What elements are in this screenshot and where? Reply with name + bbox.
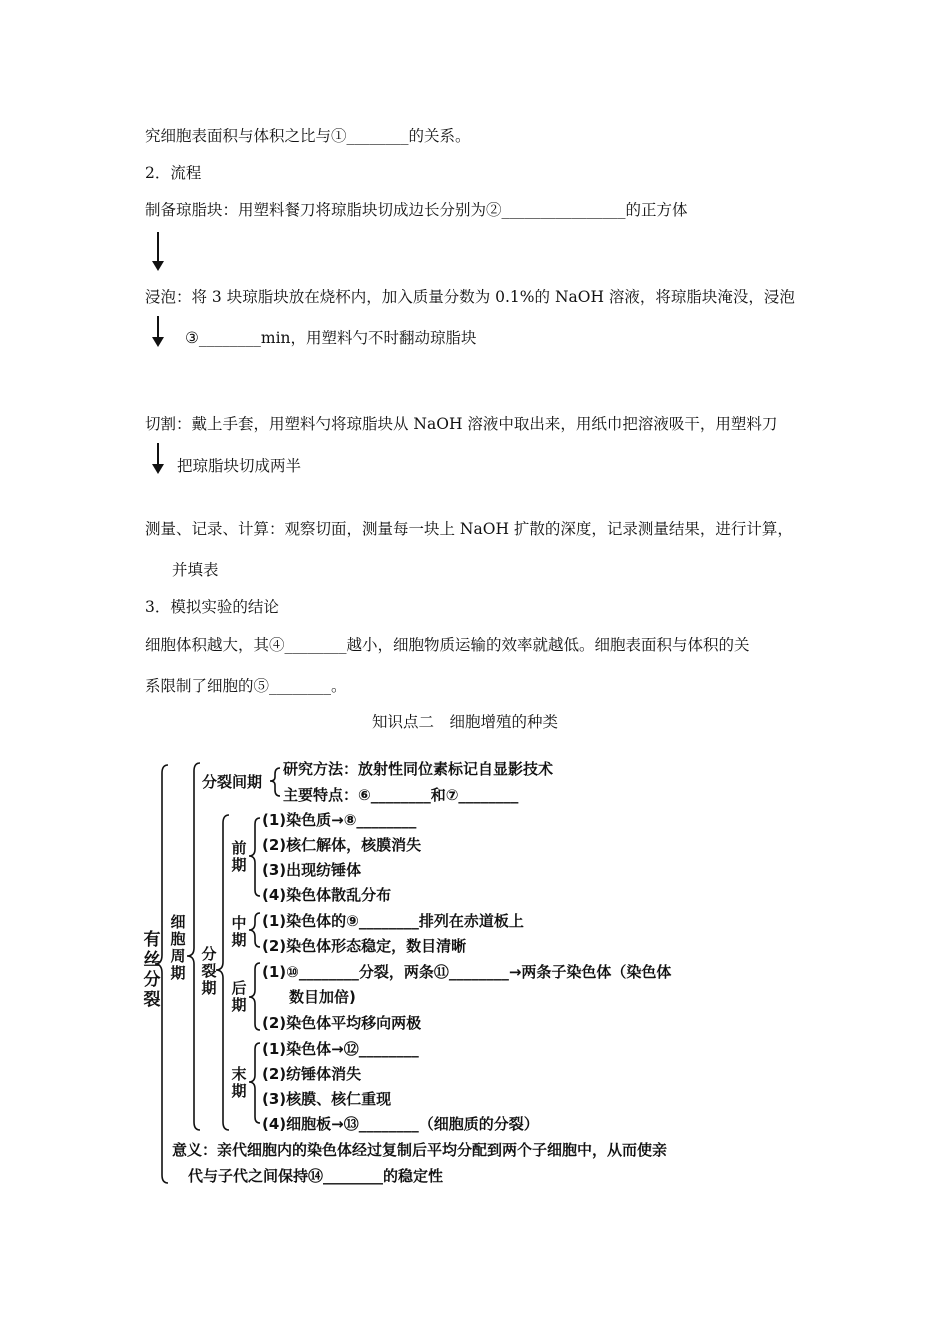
flow-step-measure: 测量、记录、计算：观察切面，测量每一块上 NaOH 扩散的深度，记录测量结果，进行计算，: [145, 520, 793, 538]
diagram-cell-cycle-label: 细胞周期: [170, 913, 186, 982]
heading-conclusion: 3．模拟实验的结论: [145, 598, 279, 616]
diagram-interphase-label: 分裂间期: [202, 773, 263, 791]
diagram-metaphase-item-1: (1)染色体的⑨________排列在赤道板上: [262, 912, 524, 930]
diagram-metaphase-item-2: (2)染色体形态稳定，数目清晰: [262, 937, 467, 955]
diagram-telophase-item-2: (2)纺锤体消失: [262, 1065, 362, 1083]
flow-step-soak: 浸泡：将 3 块琼脂块放在烧杯内，加入质量分数为 0.1%的 NaOH 溶液，将琼脂块淹没，浸泡: [145, 288, 795, 306]
diagram-telophase-item-4: (4)细胞板→⑬________（细胞质的分裂）: [262, 1115, 539, 1133]
diagram-prophase-item-1: (1)染色质→⑧________: [262, 811, 417, 829]
section-title: 知识点二 细胞增殖的种类: [372, 713, 559, 731]
flow-step-prepare: 制备琼脂块：用塑料餐刀将琼脂块切成边长分别为②________________的正方体: [145, 201, 688, 219]
diagram-prophase-item-2: (2)核仁解体，核膜消失: [262, 836, 422, 854]
diagram-telophase-label: 末期: [231, 1065, 247, 1100]
diagram-prophase-item-3: (3)出现纺锤体: [262, 861, 362, 879]
diagram-division-phase-label: 分裂期: [201, 945, 217, 997]
diagram-anaphase-item-1: (1)⑩________分裂，两条⑪________→两条子染色体（染色体: [262, 963, 672, 981]
diagram-metaphase-label: 中期: [231, 914, 247, 949]
flow-step-measure-cont: 并填表: [172, 561, 219, 579]
heading-flow: 2．流程: [145, 164, 202, 182]
flow-step-cut: 切割：戴上手套，用塑料勺将琼脂块从 NaOH 溶液中取出来，用纸巾把溶液吸干，用塑料刀: [145, 415, 778, 433]
flow-step-soak-cont: ③________min，用塑料勺不时翻动琼脂块: [185, 329, 477, 347]
diagram-interphase-method: 研究方法：放射性同位素标记自显影技术: [283, 760, 554, 778]
text-line-1: 究细胞表面积与体积之比与①________的关系。: [145, 127, 471, 145]
diagram-root-label: 有丝分裂: [143, 930, 161, 1010]
diagram-prophase-label: 前期: [231, 839, 247, 874]
diagram-prophase-item-4: (4)染色体散乱分布: [262, 886, 392, 904]
diagram-significance-line-1: 意义：亲代细胞内的染色体经过复制后平均分配到两个子细胞中，从而使亲: [172, 1141, 668, 1159]
diagram-anaphase-item-1-cont: 数目加倍): [289, 988, 356, 1006]
diagram-interphase-features: 主要特点：⑥________和⑦________: [283, 786, 519, 804]
conclusion-line-1: 细胞体积越大，其④________越小，细胞物质运输的效率就越低。细胞表面积与体积的关: [145, 636, 750, 654]
diagram-anaphase-item-2: (2)染色体平均移向两极: [262, 1014, 422, 1032]
diagram-anaphase-label: 后期: [231, 979, 247, 1014]
diagram-significance-line-2: 代与子代之间保持⑭________的稳定性: [188, 1167, 444, 1185]
conclusion-line-2: 系限制了细胞的⑤________。: [145, 677, 347, 695]
flow-step-cut-cont: 把琼脂块切成两半: [177, 457, 302, 475]
diagram-telophase-item-3: (3)核膜、核仁重现: [262, 1090, 392, 1108]
diagram-telophase-item-1: (1)染色体→⑫________: [262, 1040, 419, 1058]
